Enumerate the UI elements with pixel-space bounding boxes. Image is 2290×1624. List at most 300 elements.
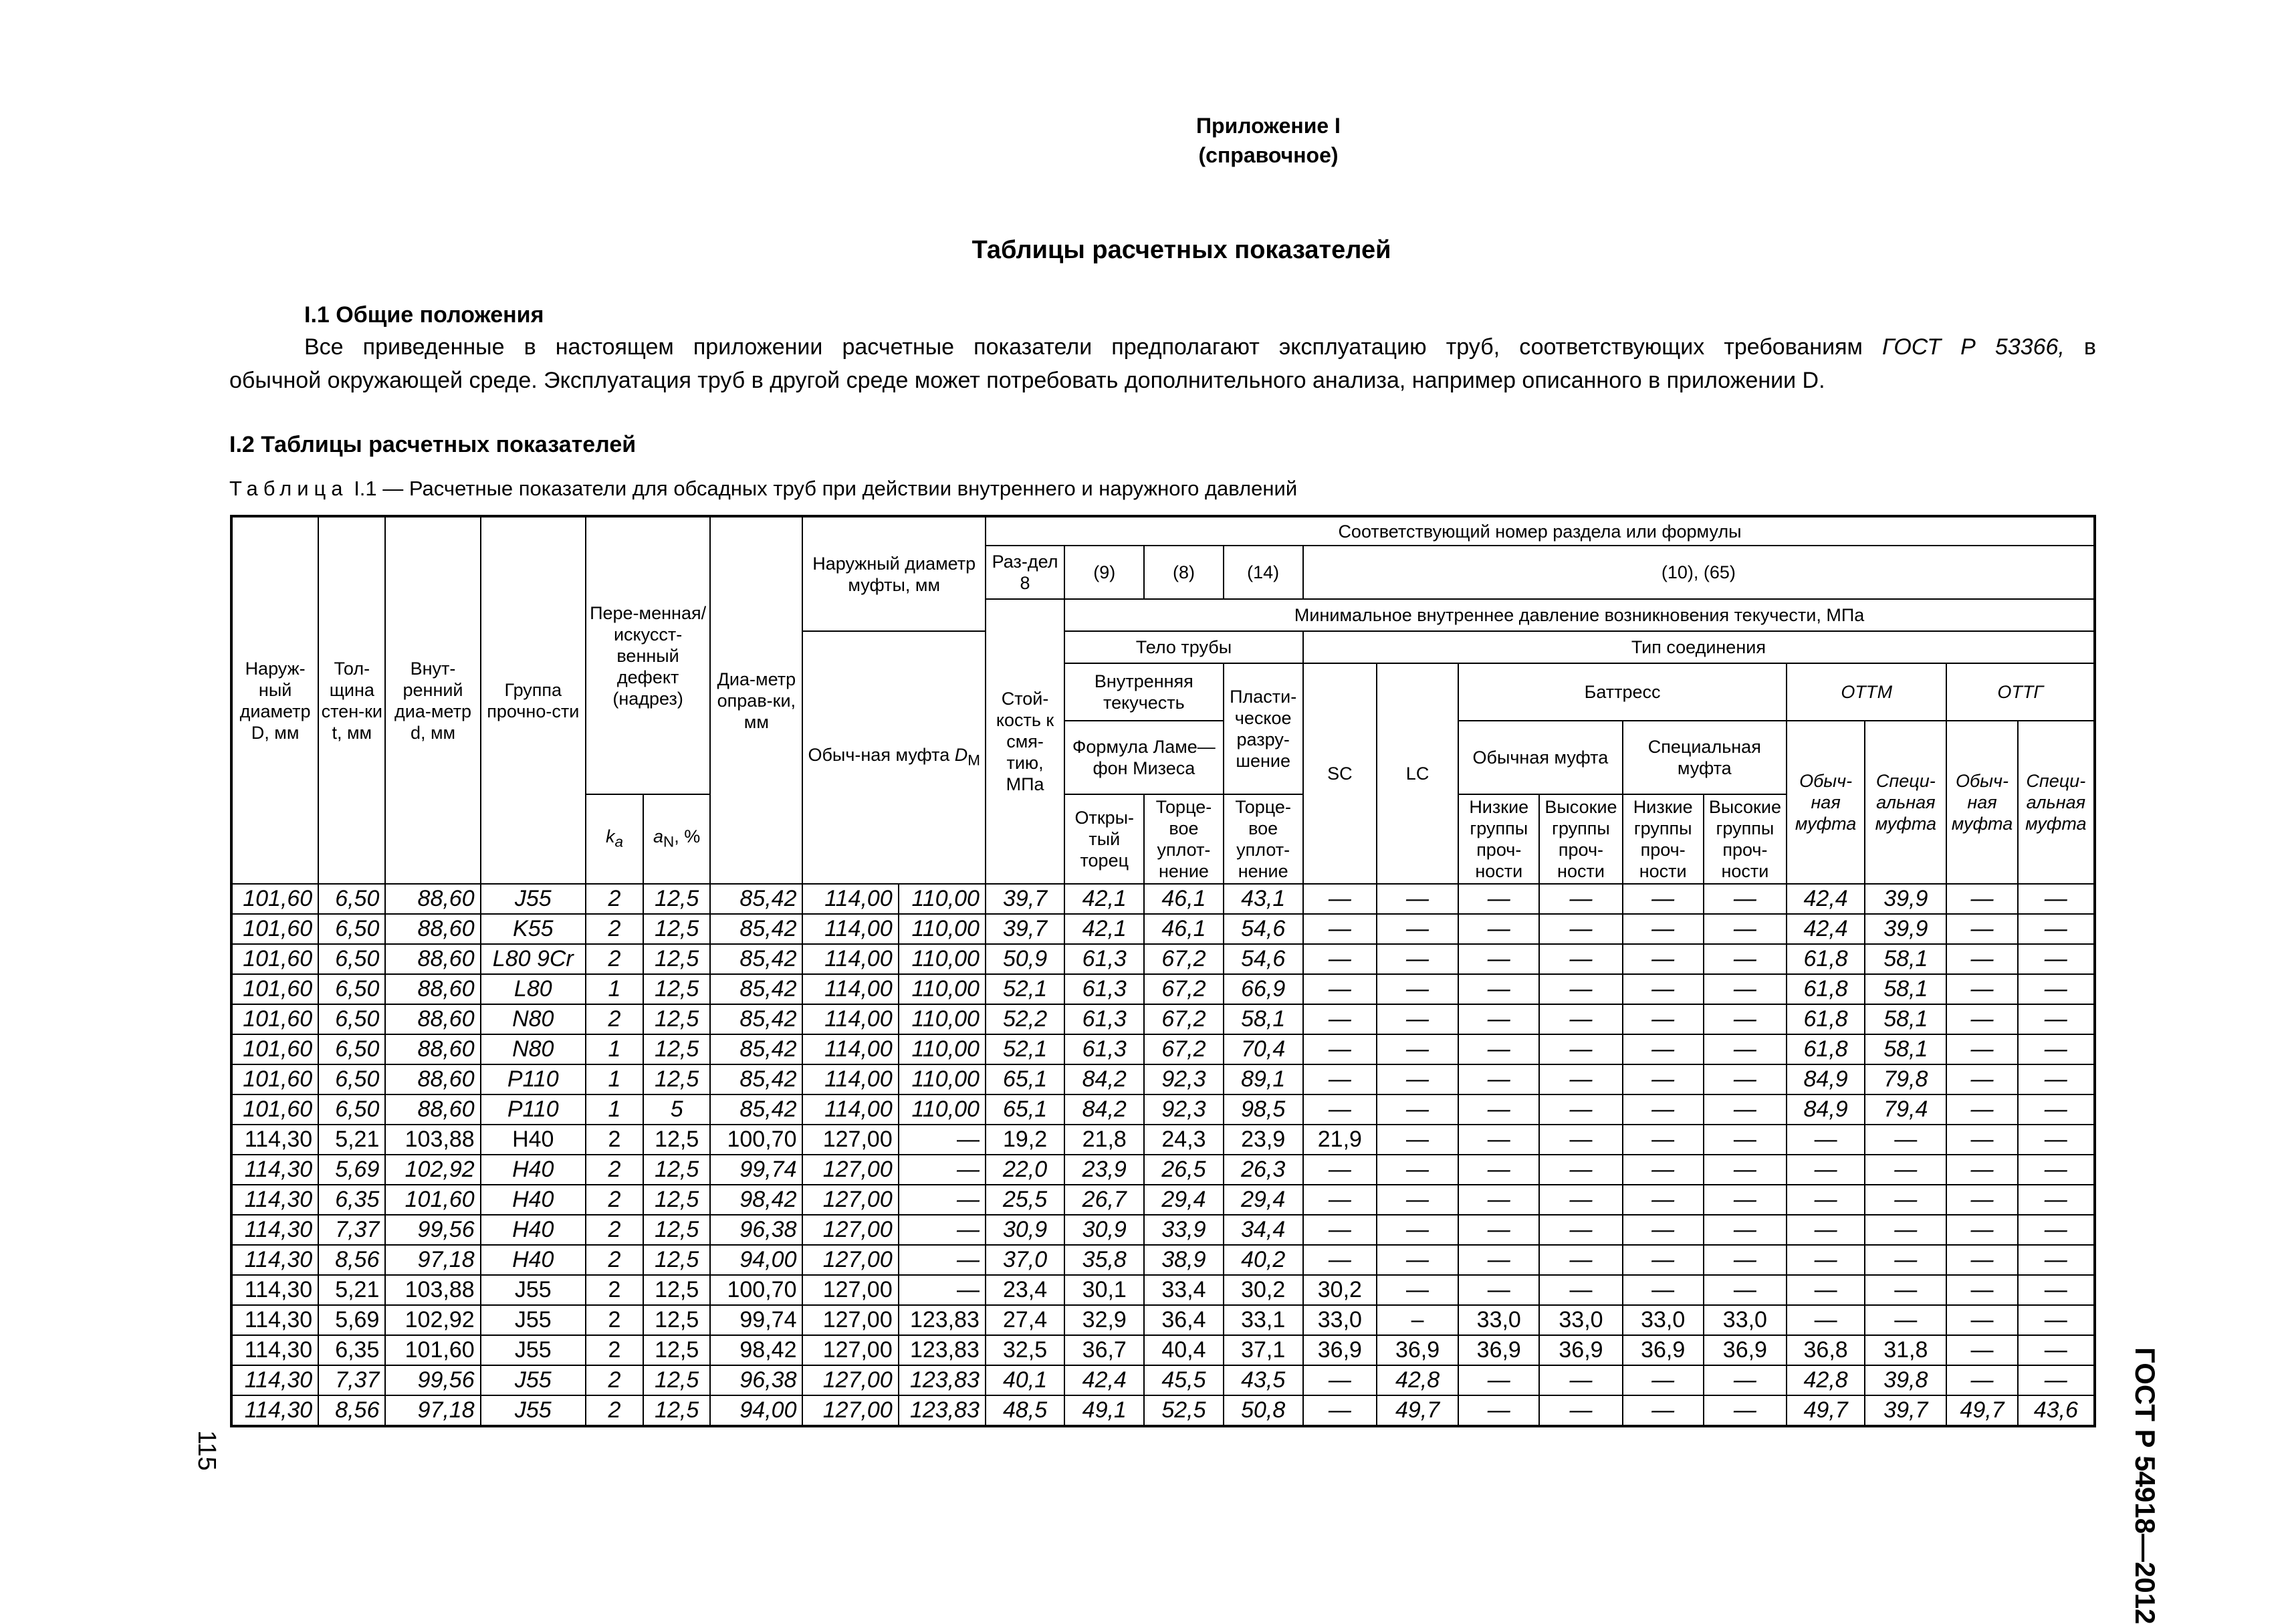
table-row (231, 1094, 2095, 1125)
table-cell: — (2018, 1185, 2095, 1215)
table-cell: 40,4 (1144, 1335, 1223, 1365)
table-cell: 23,4 (986, 1275, 1064, 1305)
table-cell: 127,00 (802, 1125, 898, 1155)
table-cell: 27,4 (986, 1305, 1064, 1335)
table-cell: — (1787, 1185, 1865, 1215)
table-cell: 2 (586, 1335, 643, 1365)
table-row (231, 944, 2095, 974)
table-cell: — (1458, 1125, 1539, 1155)
table-cell: 100,70 (710, 1275, 802, 1305)
gost-reference: ГОСТ Р 53366, (1881, 334, 2065, 360)
table-cell: 42,8 (1377, 1365, 1458, 1395)
table-cell: — (1539, 1365, 1622, 1395)
calculation-table (230, 515, 2096, 1427)
table-cell: — (1865, 1125, 1946, 1155)
table-cell: J55 (481, 1275, 586, 1305)
th-end-seal-plastic: Торце-вое уплот-нение (1224, 794, 1303, 884)
table-cell: — (2018, 884, 2095, 914)
table-row (231, 1155, 2095, 1185)
table-cell: — (1787, 1125, 1865, 1155)
table-cell: — (1539, 1125, 1622, 1155)
table-cell: 38,9 (1144, 1245, 1223, 1275)
table-cell: H40 (481, 1215, 586, 1245)
table-cell: 61,8 (1787, 944, 1865, 974)
table-cell: 30,1 (1064, 1275, 1144, 1305)
table-cell: — (2018, 1305, 2095, 1335)
table-cell: 42,4 (1787, 884, 1865, 914)
th-regular-coupling: Обыч-ная муфта $D_М$ (802, 631, 985, 884)
table-cell: 2 (586, 1275, 643, 1305)
table-cell: 101,60 (231, 914, 318, 944)
table-cell: — (1303, 1155, 1377, 1185)
table-row (231, 1064, 2095, 1094)
table-cell: 99,74 (710, 1305, 802, 1335)
section1-text-part1: Все приведенные в настоящем приложении расчетные показатели предполагают эксплуатацию труб, соответствующих требованиям (304, 334, 1863, 360)
document-code: ГОСТ Р 54918—2012 (2130, 1347, 2161, 1624)
table-cell: 33,4 (1144, 1275, 1223, 1305)
table-cell: 12,5 (643, 1275, 710, 1305)
table-cell: — (1865, 1185, 1946, 1215)
th-min-yield: Минимальное внутреннее давление возникновения текучести, МПа (1064, 599, 2095, 631)
table-cell: 127,00 (802, 1215, 898, 1245)
table-cell: 114,00 (802, 884, 898, 914)
th-open-end: Откры-тый торец (1064, 794, 1144, 884)
table-cell: 50,8 (1224, 1395, 1303, 1426)
table-cell: 101,60 (231, 1034, 318, 1064)
table-cell: 88,60 (385, 1004, 480, 1034)
table-cell: 2 (586, 914, 643, 944)
table-cell: 23,9 (1224, 1125, 1303, 1155)
table-cell: — (1458, 1034, 1539, 1064)
table-cell: — (899, 1275, 986, 1305)
table-cell: — (1539, 884, 1622, 914)
table-cell: — (1458, 1155, 1539, 1185)
table-cell: — (1946, 1155, 2017, 1185)
table-cell: 39,7 (986, 884, 1064, 914)
table-cell: 103,88 (385, 1275, 480, 1305)
table-cell: — (1303, 974, 1377, 1004)
table-cell: 79,8 (1865, 1064, 1946, 1094)
th-formula8: (8) (1144, 546, 1223, 599)
table-cell: — (1377, 1245, 1458, 1275)
table-cell: 36,9 (1303, 1335, 1377, 1365)
table-cell: K55 (481, 914, 586, 944)
table-cell: — (1623, 1245, 1704, 1275)
table-cell: 123,83 (899, 1395, 986, 1426)
table-cell: — (1377, 1125, 1458, 1155)
table-cell: 85,42 (710, 944, 802, 974)
table-cell: 85,42 (710, 914, 802, 944)
table-cell: 79,4 (1865, 1094, 1946, 1125)
table-cell: 114,30 (231, 1155, 318, 1185)
table-cell: 97,18 (385, 1245, 480, 1275)
table-cell: 94,00 (710, 1245, 802, 1275)
table-cell: — (1539, 1094, 1622, 1125)
table-cell: 102,92 (385, 1155, 480, 1185)
table-cell: — (1704, 1245, 1787, 1275)
th-end-seal: Торце-вое уплот-нение (1144, 794, 1223, 884)
th-ka: $k_a$ (586, 794, 643, 884)
table-cell: 12,5 (643, 914, 710, 944)
table-cell: — (1704, 1004, 1787, 1034)
th-outer-diameter: Наруж-ный диаметр D, мм (231, 516, 318, 884)
table-cell: 84,9 (1787, 1094, 1865, 1125)
table-cell: — (899, 1245, 986, 1275)
table-cell: 110,00 (899, 1004, 986, 1034)
table-cell: 6,50 (318, 1004, 385, 1034)
table-cell: — (1787, 1245, 1865, 1275)
table-cell: 33,9 (1144, 1215, 1223, 1245)
table-cell: 96,38 (710, 1365, 802, 1395)
table-cell: — (1946, 974, 2017, 1004)
th-strength-group: Группа прочно-сти (481, 516, 586, 884)
table-cell: 114,00 (802, 974, 898, 1004)
table-cell: 30,2 (1303, 1275, 1377, 1305)
table-cell: — (1539, 1185, 1622, 1215)
table-cell: — (1458, 974, 1539, 1004)
table-cell: — (1704, 914, 1787, 944)
table-cell: 49,7 (1946, 1395, 2017, 1426)
table-cell: 1 (586, 1064, 643, 1094)
table-cell: 29,4 (1224, 1185, 1303, 1215)
table-cell: 85,42 (710, 884, 802, 914)
table-cell: — (1539, 1004, 1622, 1034)
table-cell: — (1946, 1034, 2017, 1064)
th-collapse: Стой-кость к смя-тию, МПа (986, 599, 1064, 884)
th-formula14: (14) (1224, 546, 1303, 599)
table-cell: 12,5 (643, 1125, 710, 1155)
table-cell: — (1787, 1305, 1865, 1335)
table-cell: 110,00 (899, 944, 986, 974)
table-cell: — (2018, 1034, 2095, 1064)
table-row (231, 1004, 2095, 1034)
table-cell: P110 (481, 1094, 586, 1125)
table-cell: — (1458, 1185, 1539, 1215)
table-row (231, 1365, 2095, 1395)
table-cell: 101,60 (231, 1094, 318, 1125)
table-cell: — (1704, 1365, 1787, 1395)
table-cell: H40 (481, 1245, 586, 1275)
table-cell: 46,1 (1144, 914, 1223, 944)
table-cell: 114,30 (231, 1395, 318, 1426)
table-cell: 6,35 (318, 1335, 385, 1365)
table-cell: — (1946, 1365, 2017, 1395)
table-cell: 61,3 (1064, 1004, 1144, 1034)
table-cell: H40 (481, 1125, 586, 1155)
table-cell: — (1704, 944, 1787, 974)
table-cell: 98,5 (1224, 1094, 1303, 1125)
table-cell: 5,21 (318, 1125, 385, 1155)
page-number: 115 (192, 1430, 221, 1471)
table-cell: 42,8 (1787, 1365, 1865, 1395)
table-cell: 42,4 (1787, 914, 1865, 944)
table-cell: 2 (586, 1185, 643, 1215)
table-row (231, 974, 2095, 1004)
table-cell: 12,5 (643, 1004, 710, 1034)
table-cell: — (1303, 1395, 1377, 1426)
table-cell: 21,9 (1303, 1125, 1377, 1155)
table-cell: — (1458, 1365, 1539, 1395)
table-caption (229, 472, 1297, 505)
th-coupling-od: Наружный диаметр муфты, мм (802, 516, 985, 631)
table-cell: — (1623, 1275, 1704, 1305)
table-cell: 67,2 (1144, 974, 1223, 1004)
table-cell: 40,1 (986, 1365, 1064, 1395)
table-cell: 101,60 (231, 884, 318, 914)
th-low-grade: Низкие группы проч-ности (1458, 794, 1539, 884)
table-cell: — (1377, 1094, 1458, 1125)
table-cell: — (1623, 1125, 1704, 1155)
table-cell: 43,5 (1224, 1365, 1303, 1395)
table-cell: 114,00 (802, 1064, 898, 1094)
th-inner-diameter: Внут-ренний диа-метр d, мм (385, 516, 480, 884)
table-cell: — (2018, 974, 2095, 1004)
table-cell: 58,1 (1865, 1034, 1946, 1064)
table-cell: 6,50 (318, 914, 385, 944)
table-cell: 12,5 (643, 944, 710, 974)
section1-text-line1 (304, 330, 2096, 364)
table-cell: 110,00 (899, 974, 986, 1004)
table-cell: 33,0 (1303, 1305, 1377, 1335)
table-cell: — (1946, 1185, 2017, 1215)
table-cell: 52,1 (986, 974, 1064, 1004)
table-cell: — (1539, 1245, 1622, 1275)
table-cell: — (1377, 1064, 1458, 1094)
table-cell: — (1623, 884, 1704, 914)
table-cell: 21,8 (1064, 1125, 1144, 1155)
table-cell: — (1377, 1275, 1458, 1305)
table-cell: 2 (586, 1395, 643, 1426)
table-cell: 25,5 (986, 1185, 1064, 1215)
table-cell: 32,5 (986, 1335, 1064, 1365)
table-cell: — (1377, 884, 1458, 914)
table-cell: 22,0 (986, 1155, 1064, 1185)
table-cell: 26,7 (1064, 1185, 1144, 1215)
table-cell: 70,4 (1224, 1034, 1303, 1064)
th-high-grade: Высокие группы проч-ности (1539, 794, 1622, 884)
table-cell: — (2018, 1094, 2095, 1125)
table-cell: 8,56 (318, 1245, 385, 1275)
table-cell: — (1946, 1245, 2017, 1275)
table-cell: — (1458, 884, 1539, 914)
th-ottg: ОТТГ (1946, 663, 2095, 721)
table-cell: 49,7 (1787, 1395, 1865, 1426)
table-cell: 2 (586, 944, 643, 974)
table-row (231, 1335, 2095, 1365)
section1-text-part2: в (2083, 334, 2096, 360)
table-cell: — (1377, 1155, 1458, 1185)
table-cell: 52,1 (986, 1034, 1064, 1064)
table-cell: — (1865, 1305, 1946, 1335)
table-cell: — (1458, 944, 1539, 974)
th-wall-thickness: Тол-щина стен-ки t, мм (318, 516, 385, 884)
table-cell: — (1539, 944, 1622, 974)
table-cell: 49,7 (1377, 1395, 1458, 1426)
table-cell: 114,30 (231, 1365, 318, 1395)
table-cell: — (2018, 1335, 2095, 1365)
table-cell: 48,5 (986, 1395, 1064, 1426)
table-cell: 2 (586, 1305, 643, 1335)
table-cell: 110,00 (899, 884, 986, 914)
table-cell: — (1704, 974, 1787, 1004)
table-cell: — (1787, 1155, 1865, 1185)
table-cell: 103,88 (385, 1125, 480, 1155)
table-cell: 33,0 (1539, 1305, 1622, 1335)
section2-heading: I.2 Таблицы расчетных показателей (229, 432, 637, 457)
table-cell: — (1623, 1155, 1704, 1185)
th-defect: Пере-менная/ искусст-венный дефект (надрез) (586, 516, 710, 794)
table-cell: 12,5 (643, 1215, 710, 1245)
table-cell: — (899, 1125, 986, 1155)
table-cell: – (1377, 1305, 1458, 1335)
table-row (231, 1185, 2095, 1215)
table-cell: 54,6 (1224, 914, 1303, 944)
table-row (231, 914, 2095, 944)
table-cell: — (1865, 1275, 1946, 1305)
table-cell: — (1539, 1064, 1622, 1094)
table-cell: 61,3 (1064, 944, 1144, 974)
table-cell: 39,9 (1865, 884, 1946, 914)
table-cell: 127,00 (802, 1245, 898, 1275)
table-cell: 114,30 (231, 1185, 318, 1215)
table-cell: — (1458, 1395, 1539, 1426)
table-cell: — (1539, 1155, 1622, 1185)
table-cell: — (1623, 1034, 1704, 1064)
table-cell: 61,8 (1787, 974, 1865, 1004)
table-cell: — (1303, 1245, 1377, 1275)
table-cell: 114,30 (231, 1215, 318, 1245)
table-cell: 114,00 (802, 944, 898, 974)
table-cell: 33,0 (1704, 1305, 1787, 1335)
table-cell: 34,4 (1224, 1215, 1303, 1245)
table-cell: — (1704, 1064, 1787, 1094)
th-high-grade-special: Высокие группы проч-ности (1704, 794, 1787, 884)
table-cell: 42,1 (1064, 884, 1144, 914)
table-cell: 61,3 (1064, 974, 1144, 1004)
table-cell: — (2018, 1004, 2095, 1034)
table-cell: P110 (481, 1064, 586, 1094)
table-cell: — (1303, 1004, 1377, 1034)
table-row (231, 1125, 2095, 1155)
table-cell: 58,1 (1224, 1004, 1303, 1034)
table-cell: 2 (586, 1245, 643, 1275)
table-cell: 42,1 (1064, 914, 1144, 944)
table-cell: 6,35 (318, 1185, 385, 1215)
table-cell: 1 (586, 1034, 643, 1064)
table-cell: — (1946, 1275, 2017, 1305)
th-low-grade-special: Низкие группы проч-ности (1623, 794, 1704, 884)
table-cell: — (1303, 1064, 1377, 1094)
table-row (231, 1215, 2095, 1245)
th-ottm-special: Специ-альная муфта (1865, 721, 1946, 884)
table-cell: 127,00 (802, 1275, 898, 1305)
table-cell: 114,30 (231, 1275, 318, 1305)
th-section8: Раз-дел 8 (986, 546, 1064, 599)
appendix-title: Приложение I (1196, 114, 1341, 138)
table-cell: — (1458, 1245, 1539, 1275)
table-cell: 84,2 (1064, 1094, 1144, 1125)
table-cell: — (1704, 1215, 1787, 1245)
table-cell: J55 (481, 884, 586, 914)
table-cell: — (1458, 914, 1539, 944)
table-cell: 114,30 (231, 1125, 318, 1155)
table-cell: 65,1 (986, 1094, 1064, 1125)
table-cell: — (1865, 1155, 1946, 1185)
table-cell: 2 (586, 1215, 643, 1245)
th-lc: LC (1377, 663, 1458, 884)
table-cell: — (1704, 1034, 1787, 1064)
table-row (231, 1395, 2095, 1426)
th-pipe-body: Тело трубы (1064, 631, 1303, 663)
caption-rest: I.1 — Расчетные показатели для обсадных труб при действии внутреннего и наружного давлений (354, 477, 1298, 500)
table-cell: N80 (481, 1034, 586, 1064)
table-cell: — (1623, 1365, 1704, 1395)
table-cell: 24,3 (1144, 1125, 1223, 1155)
table-cell: 36,9 (1458, 1335, 1539, 1365)
table-cell: 127,00 (802, 1305, 898, 1335)
table-cell: 43,1 (1224, 884, 1303, 914)
table-cell: 39,7 (986, 914, 1064, 944)
table-cell: 61,8 (1787, 1004, 1865, 1034)
table-cell: — (1539, 1395, 1622, 1426)
table-cell: 85,42 (710, 1094, 802, 1125)
th-an: $a_N$, % (643, 794, 710, 884)
table-cell: 99,56 (385, 1365, 480, 1395)
table-cell: 23,9 (1064, 1155, 1144, 1185)
table-cell: — (2018, 1275, 2095, 1305)
table-cell: 58,1 (1865, 974, 1946, 1004)
table-cell: 123,83 (899, 1335, 986, 1365)
table-cell: 52,5 (1144, 1395, 1223, 1426)
table-cell: — (1458, 1275, 1539, 1305)
table-cell: 12,5 (643, 1395, 710, 1426)
table-row (231, 1034, 2095, 1064)
table-cell: — (1946, 1064, 2017, 1094)
table-cell: 94,00 (710, 1395, 802, 1426)
table-cell: 2 (586, 1125, 643, 1155)
th-ottm: ОТТМ (1787, 663, 1946, 721)
table-cell: 42,4 (1064, 1365, 1144, 1395)
table-cell: 85,42 (710, 974, 802, 1004)
table-cell: — (1704, 884, 1787, 914)
section1-heading: I.1 Общие положения (304, 302, 544, 328)
table-cell: — (1946, 1004, 2017, 1034)
table-cell: 65,1 (986, 1064, 1064, 1094)
table-cell: 98,42 (710, 1185, 802, 1215)
table-cell: 12,5 (643, 1034, 710, 1064)
table-cell: — (1787, 1275, 1865, 1305)
table-cell: 5 (643, 1094, 710, 1125)
table-row (231, 884, 2095, 914)
th-sc: SC (1303, 663, 1377, 884)
table-cell: N80 (481, 1004, 586, 1034)
table-cell: 50,9 (986, 944, 1064, 974)
table-cell: 40,2 (1224, 1245, 1303, 1275)
table-cell: 127,00 (802, 1335, 898, 1365)
table-cell: 88,60 (385, 1064, 480, 1094)
th-ottg-special: Специ-альная муфта (2018, 721, 2095, 884)
table-cell: L80 9Cr (481, 944, 586, 974)
table-cell: — (1539, 914, 1622, 944)
th-internal-yield: Внутренняя текучесть (1064, 663, 1223, 721)
table-cell: 101,60 (385, 1335, 480, 1365)
table-cell: 5,69 (318, 1155, 385, 1185)
table-cell: 6,50 (318, 884, 385, 914)
table-cell: — (1704, 1185, 1787, 1215)
table-cell: — (1704, 1094, 1787, 1125)
table-cell: — (1303, 1365, 1377, 1395)
table-cell: — (899, 1215, 986, 1245)
